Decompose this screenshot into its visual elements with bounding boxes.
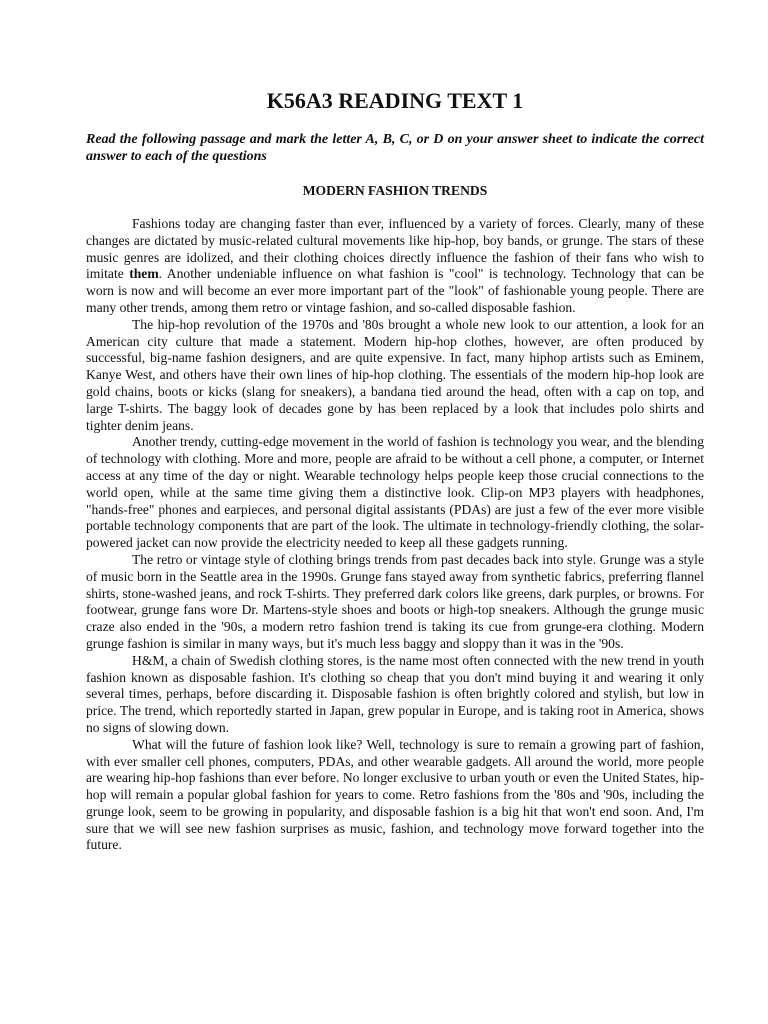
paragraph-3: Another trendy, cutting-edge movement in the world of fashion is technology you wear, and the blending of technology with clothing. More and more, people are afraid to be without a cell phone, a computer, or Internet access at any time of the day or night. Wearable technology helps people keep those crucial connections to the world open, while at the same time giving them a distinctive look. Clip-on MP3 players with headphones, "hands-free" phones and earpieces, and personal digital assistants (PDAs) are just a few of the ever more visible portable technology components that are part of the look. The ultimate in technology-friendly clothing, the solar-powered jacket can now provide the electricity needed to keep all these gadgets running. [86, 434, 704, 551]
paragraph-4: The retro or vintage style of clothing brings trends from past decades back into style. Grunge was a style of music born in the Seattle area in the 1990s. Grunge fans stayed away from synthetic fabrics, preferring flannel shirts, stone-washed jeans, and rock T-shirts. They preferred dark colors like greens, dark purples, or browns. For footwear, grunge fans wore Dr. Martens-style shoes and boots or high-top sneakers. Although the grunge music craze also ended in the '90s, a modern retro fashion trend is taking its cue from grunge-era clothing. Modern grunge fashion is similar in many ways, but it's much less baggy and sloppy than it was in the '90s. [86, 551, 704, 651]
paragraph-5: H&M, a chain of Swedish clothing stores, is the name most often connected with the new trend in youth fashion known as disposable fashion. It's clothing so cheap that you don't mind buying it and wearing it only several times, perhaps, before discarding it. Disposable fashion is often brightly colored and stylish, but low in price. The trend, which reportedly started in Japan, grew popular in Europe, and is taking root in America, shows no signs of slowing down. [86, 652, 704, 735]
passage-body [86, 216, 704, 854]
paragraph-1 [86, 216, 704, 317]
instruction-text: Read the following passage and mark the letter A, B, C, or D on your answer sheet to indicate the correct answer to each of the questions [86, 132, 704, 164]
paragraph-1-text-start: Fashions today are changing faster than ever, influenced by a variety of forces. Clearly, many of these changes are dictated by music-related cultural movements like hip-hop, boy bands, or grunge. The stars of these music genres are idolized, and their clothing choices directly influence the fashion of their fans who wish to imitate [86, 216, 704, 282]
paragraph-2: The hip-hop revolution of the 1970s and '80s brought a whole new look to our attention, a look for an American city culture that made a statement. Modern hip-hop clothes, however, are often produced by successful, big-name fashion designers, and are quite expensive. In fact, many hiphop artists such as Eminem, Kanye West, and others have their own lines of hip-hop clothing. The essentials of the modern hip-hop look are gold chains, boots or kicks (slang for sneakers), a bandana tied around the head, often with a cap on top, and large T-shirts. The baggy look of decades gone by has been replaced by a look that includes polo shirts and tighter denim jeans. [86, 316, 704, 433]
emphasized-word-them: them [129, 266, 159, 282]
paragraph-1-text-end: . Another undeniable influence on what fashion is "cool" is technology. Technology that can be worn is now and will become an ever more important part of the "look" of fashionable young people. There are many other trends, among them retro or vintage fashion, and so-called disposable fashion. [86, 266, 704, 315]
passage-heading: MODERN FASHION TRENDS [302, 183, 488, 198]
paragraph-6: What will the future of fashion look like? Well, technology is sure to remain a growing part of fashion, with ever smaller cell phones, computers, PDAs, and other wearable gadgets. All around the world, more people are wearing hip-hop fashions than ever before. No longer exclusive to urban youth or even the United States, hip- hop will remain a popular global fashion for years to come. Retro fashions from the '80s and '90s, including the grunge look, seem to be growing in popularity, and disposable fashion is a big hit that won't end soon. And, I'm sure that we will see new fashion surprises as music, fashion, and technology move forward together into the future. [86, 736, 704, 853]
document-title: K56A3 READING TEXT 1 [266, 88, 524, 113]
